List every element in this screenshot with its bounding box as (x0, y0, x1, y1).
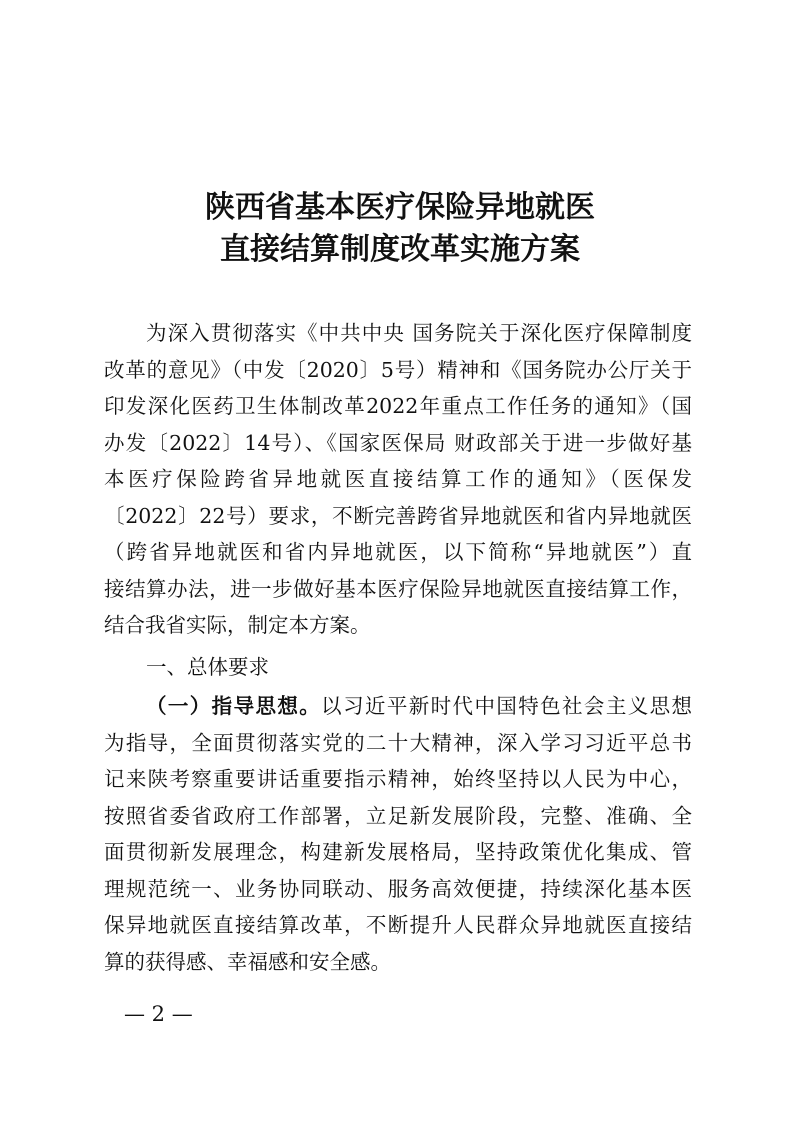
text-line: 印发深化医药卫生体制改革2022年重点工作任务的通知》（国 (104, 394, 692, 418)
document-title-line-1: 陕西省基本医疗保险异地就医 (205, 190, 595, 225)
text-line: 理规范统一、业务协同联动、服务高效便捷，持续深化基本医 (104, 876, 692, 901)
section-heading: 一、总体要求 (146, 655, 269, 679)
text-line: 面贯彻新发展理念，构建新发展格局，坚持政策优化集成、管 (104, 840, 692, 864)
text-line: 结合我省实际，制定本方案。 (104, 613, 371, 637)
text-line: 保异地就医直接结算改革，不断提升人民群众异地就医直接结 (104, 913, 692, 937)
text-line: 办发〔2022〕14号）、《国家医保局 财政部关于进一步做好基 (104, 430, 692, 455)
guiding-label: （一）指导思想。 (146, 694, 322, 718)
text-line: 本医疗保险跨省异地就医直接结算工作的通知》（医保发 (104, 467, 692, 491)
document-title-line-2: 直接结算制度改革实施方案 (220, 232, 580, 267)
text-line: 按照省委省政府工作部署，立足新发展阶段，完整、准确、全 (104, 803, 692, 828)
text-line: 为深入贯彻落实《中共中央 国务院关于深化医疗保障制度 (146, 321, 692, 345)
text-line: 记来陕考察重要讲话重要指示精神，始终坚持以人民为中心， (104, 767, 692, 791)
text-line: 接结算办法，进一步做好基本医疗保险异地就医直接结算工作， (104, 576, 692, 601)
text-line: 为指导，全面贯彻落实党的二十大精神，深入学习习近平总书 (104, 730, 692, 755)
text-line: 〔2022〕22号）要求，不断完善跨省异地就医和省内异地就医 (104, 503, 692, 528)
text-line: 算的获得感、幸福感和安全感。 (104, 949, 391, 974)
text-line (104, 690, 692, 722)
guiding-text: 以习近平新时代中国特色社会主义思想 (321, 694, 693, 718)
text-line: （跨省异地就医和省内异地就医，以下简称“异地就医”）直 (104, 540, 692, 564)
text-line: 改革的意见》（中发〔2020〕5号）精神和《国务院办公厅关于 (104, 357, 692, 382)
page-number: — 2 — (124, 1002, 193, 1026)
